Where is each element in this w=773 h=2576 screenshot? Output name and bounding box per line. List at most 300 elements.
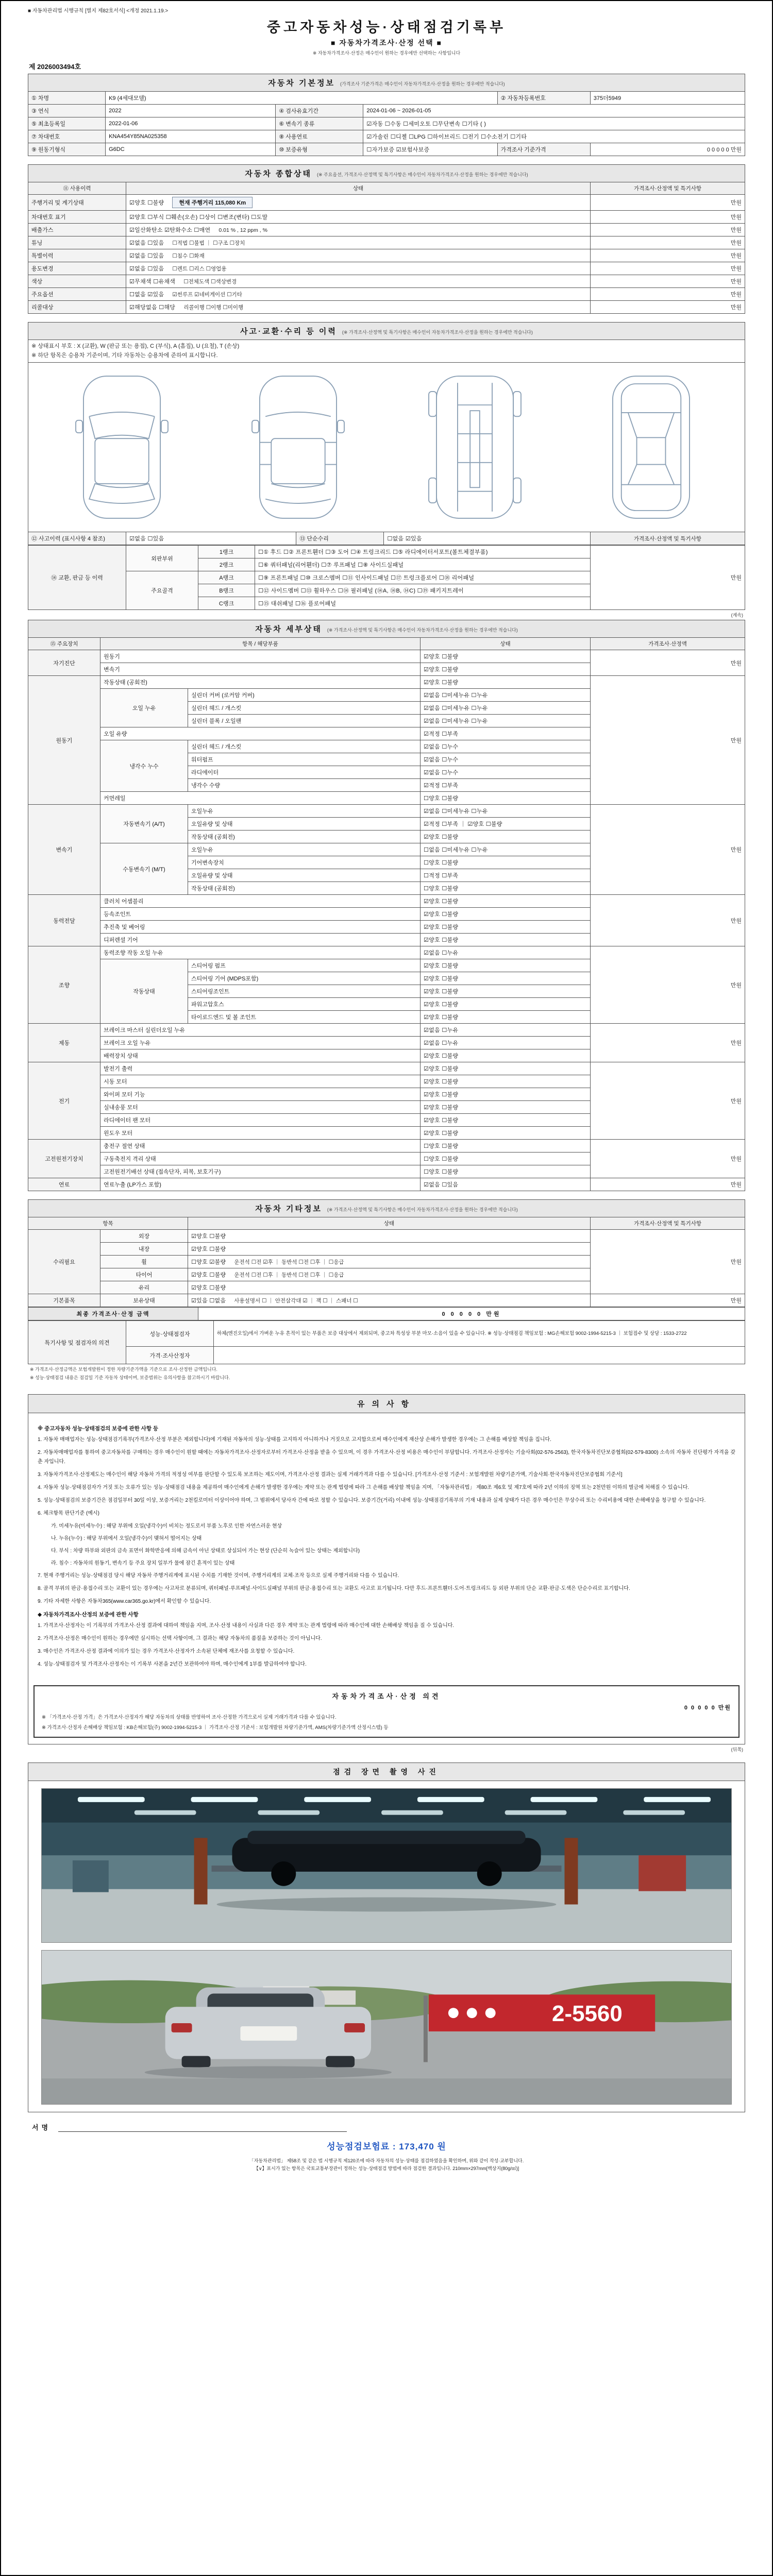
part-state-cell	[420, 843, 590, 856]
transmission-label: ⑥ 변속기 종류	[276, 117, 363, 130]
device-name-cell: 고전원전기장치	[28, 1140, 100, 1178]
part-state-cell	[420, 727, 590, 740]
part-name-cell: 추진축 및 베어링	[100, 921, 421, 934]
notice-section	[28, 1394, 745, 1744]
part-name-cell: 오일 유량	[100, 727, 421, 740]
state-extra-group[interactable]: ☐렌트 ☐리스 ☐영업용	[172, 266, 227, 272]
notice-paragraph: 4. 성능·상태점검자 및 가격조사·산정자는 이 기록부 사본을 2년간 보관하여야 하며, 매수인에게 1부를 발급하여야 합니다.	[38, 1662, 307, 1668]
part-state-cell	[420, 895, 590, 908]
checkbox-group[interactable]: ☑없음 ☐미세누유 ☐누유	[423, 808, 488, 815]
car-name-value: K9 (4세대모델)	[106, 92, 498, 105]
part-state-cell	[420, 1024, 590, 1037]
part-state-cell	[420, 663, 590, 676]
accident-history-checkbox-group[interactable]: ☑없음 ☐있음	[129, 536, 164, 543]
checkbox-group[interactable]: ☑적정 ☐부족 ｜ ☑양호 ☐불량	[423, 821, 502, 828]
col-misc-state: 상태	[188, 1217, 591, 1230]
col-main-device: ⑮ 주요장치	[28, 638, 100, 650]
state-extra-group[interactable]: 0.01 % , 12 ppm , %	[219, 227, 267, 233]
state-extra-group[interactable]: ☐적법 ☐불법 ｜ ☐구조 ☐장치	[172, 240, 245, 246]
engine-type-value: G6DC	[106, 143, 276, 156]
part-name-cell: 변속기	[100, 663, 421, 676]
transmission-checkbox-group[interactable]: ☑자동 ☐수동 ☐세미오토 ☐무단변속 ☐기타 ( )	[366, 121, 486, 127]
document-number: 제 2026003494호	[29, 63, 81, 71]
checkbox-group[interactable]: ☑없음 ☐있음	[423, 1182, 459, 1189]
usage-item-label: 리콜대상	[28, 301, 126, 314]
price-opinion-box	[33, 1685, 740, 1737]
price-cell: 만원	[590, 195, 745, 211]
misc-state-cell	[188, 1230, 591, 1243]
checkbox-group[interactable]: ☑양호 ☐불량	[423, 1002, 459, 1008]
checkbox-group[interactable]: ☑없음 ☐누수	[423, 757, 459, 764]
col-state: 상태	[126, 182, 591, 195]
checkbox-group[interactable]: ☑없음 ☐있음	[129, 266, 164, 272]
footer-legal-lines	[28, 2157, 745, 2173]
insurance-fee	[28, 2139, 745, 2152]
checkbox-group[interactable]: ☑없음 ☐미세누유 ☐누유	[423, 692, 488, 699]
checkbox-group[interactable]: ☑일산화탄소 ☑탄화수소 ☐매연	[129, 227, 211, 233]
fuel-label: ⑧ 사용연료	[276, 130, 363, 143]
part-name-cell: 등속조인트	[100, 908, 421, 921]
usage-state-cell	[126, 301, 591, 314]
checkbox-group[interactable]: ☐⑥ 쿼터패널(리어휀더) ☐⑦ 루프패널 ☐⑧ 사이드실패널	[258, 562, 404, 569]
part-name-cell: 냉각수 수량	[188, 779, 421, 792]
checkbox-group[interactable]: ☑양호 ☐불량	[423, 654, 459, 660]
subgroup-label-cell: 작동상태	[100, 959, 188, 1024]
part-state-cell	[420, 1178, 590, 1191]
checkbox-group[interactable]: ☑양호 ☐불량	[423, 1053, 459, 1060]
checkbox-group[interactable]: ☑양호 ☐불량	[423, 924, 459, 931]
usage-state-cell	[126, 224, 591, 236]
usage-history-row	[28, 275, 745, 288]
detail-section-title: 자동차 세부상태	[255, 625, 322, 634]
part-state-cell	[420, 702, 590, 715]
checkbox-group[interactable]: ☐⑫ 사이드멤버 ☐⑬ 휠하우스 ☐⑭ 필러패널 (⑭A, ⑭B, ⑭C) ☐⑲ 패키지트레이	[258, 588, 464, 595]
notice-paragraph: ※ 중고자동차 성능·상태점검의 보증에 관한 사항 등	[38, 1426, 159, 1432]
part-state-cell	[420, 715, 590, 727]
checkbox-group[interactable]: ☑양호 ☐불량	[129, 200, 164, 206]
part-state-cell	[420, 805, 590, 818]
warranty-checkbox-group[interactable]: ☐자가보증 ☑보험사보증	[366, 147, 430, 153]
price-cell: 만원	[590, 236, 745, 249]
panel-area-cell: 주요골격	[126, 571, 198, 610]
usage-history-row	[28, 236, 745, 249]
misc-column-header	[28, 1217, 745, 1230]
part-name-cell: 실내송풍 모터	[100, 1101, 421, 1114]
checkbox-group[interactable]: ☑양호 ☐불량	[191, 1246, 226, 1253]
misc-section-title: 자동차 기타정보	[255, 1205, 322, 1214]
detail-table-body	[28, 650, 745, 1191]
price-cell: 만원	[590, 1294, 745, 1307]
state-extra-group[interactable]: 사용설명서 ☐ ｜ 안전삼각대 ☑ ｜ 잭 ☐ ｜ 스패너 ☐	[234, 1298, 358, 1304]
part-state-cell	[420, 959, 590, 972]
usage-item-label: 색상	[28, 275, 126, 288]
price-cell: 만원	[590, 1062, 745, 1140]
part-state-cell	[420, 921, 590, 934]
col-misc-item: 항목	[28, 1217, 188, 1230]
checkbox-group[interactable]: ☑양호 ☐불량	[191, 1233, 226, 1240]
signature-line[interactable]	[58, 2121, 347, 2132]
device-name-cell: 자기진단	[28, 650, 100, 676]
state-extra-group[interactable]: ☑썬루프 ☑네비게이션 ☐기타	[172, 292, 242, 298]
accident-history-label: ⑫ 사고이력 (표시사항 4 참조)	[28, 532, 126, 545]
part-state-cell	[420, 946, 590, 959]
signature-row	[28, 2121, 745, 2132]
checkbox-group[interactable]: ☑양호 ☐불량	[423, 1066, 459, 1073]
checkbox-group[interactable]: ☑양호 ☐부식 ☐훼손(오손) ☐상이 ☐변조(변타) ☐도말	[129, 214, 268, 221]
comprehensive-column-header	[28, 182, 745, 195]
accident-history-table	[28, 322, 745, 545]
remarks-table	[28, 1320, 745, 1364]
detail-section-note: (※ 가격조사·산정액 및 특기사항은 매수인이 자동차가격조사·산정을 원하는 경우에만 적습니다)	[327, 628, 518, 633]
usage-state-cell	[126, 262, 591, 275]
price-opinion-title: 자동차가격조사·산정 의견	[332, 1692, 441, 1701]
part-name-cell: 작동상태 (공회전)	[188, 882, 421, 895]
checkbox-group[interactable]: ☐양호 ☐불량	[423, 860, 459, 867]
part-state-cell	[420, 1088, 590, 1101]
first-reg-label: ⑤ 최초등록일	[28, 117, 106, 130]
checkbox-group[interactable]: ☐적정 ☐부족	[423, 873, 459, 879]
part-state-cell	[420, 818, 590, 831]
checkbox-group[interactable]: ☑양호 ☐불량	[423, 899, 459, 905]
state-extra-group[interactable]: 운전석 ☐전 ☑후 ｜ 동반석 ☐전 ☐후 ｜ ☐응급	[234, 1259, 344, 1266]
inspection-period-label: ④ 검사유효기간	[276, 105, 363, 117]
part-state-cell	[420, 779, 590, 792]
part-state-cell	[420, 908, 590, 921]
checkbox-group[interactable]: ☐양호 ☐불량	[423, 1169, 459, 1176]
basic-row-5	[28, 143, 745, 156]
page-title: 중고자동차성능·상태점검기록부	[266, 20, 507, 35]
checkbox-group[interactable]: ☑없음 ☐미세누유 ☐누유	[423, 705, 488, 712]
misc-item-cell: 외장	[100, 1230, 188, 1243]
notice-paragraph: 2. 자동차매매업자를 통하여 중고자동차를 구매하는 경우 매수인이 원할 때에는 자동차가격조사·산정자로부터 가격조사·산정을 받을 수 있으며, 이 경우 가격조사·산정 비용은 매수인이 부담합니다. 가격조사·산정자는 기술사회(02-576-2563), 한국자동차진단보증협회(02-579-8300) 소속의 자동차 진단평가 자격을 갖춘 자입니다.	[38, 1450, 735, 1465]
diagram-legend	[28, 340, 745, 363]
red-sign-text: 2-5560	[552, 2001, 623, 2026]
insurance-fee-value: 173,470 원	[399, 2141, 446, 2151]
remarks-row-inspector	[28, 1321, 745, 1347]
spacer	[28, 1191, 745, 1199]
opinion-line: ※ 「가격조사·산정 가격」은 가격조사·산정자가 해당 자동차의 상태를 반영하여 조사·산정한 가격으로서 실제 거래가격과 다를 수 있습니다.	[42, 1715, 337, 1721]
checkbox-group[interactable]: ☑없음 ☐누유	[423, 1040, 459, 1047]
misc-row	[28, 1294, 745, 1307]
col-price: 가격조사·산정액 및 특기사항	[590, 182, 745, 195]
notice-paragraph: 라. 침수 : 자동차의 원동기, 변속기 등 주요 장치 일부가 물에 잠긴 흔적이 있는 상태	[51, 1561, 235, 1567]
misc-item-cell: 휠	[100, 1256, 188, 1268]
checkbox-group[interactable]: ☑양호 ☐불량	[423, 1130, 459, 1137]
insurance-fee-label: 성능점검보험료 :	[327, 2141, 396, 2151]
part-name-cell: 워터펌프	[188, 753, 421, 766]
part-state-cell	[420, 1062, 590, 1075]
checkbox-group[interactable]: ☐양호 ☐불량	[423, 1156, 459, 1163]
basic-section-title: 자동차 기본정보	[268, 79, 335, 88]
rank-label-cell: C랭크	[198, 597, 255, 610]
basic-info-table	[28, 74, 745, 156]
misc-state-cell	[188, 1294, 591, 1307]
checkbox-group[interactable]: ☐양호 ☐불량	[423, 1143, 459, 1150]
usage-history-row	[28, 262, 745, 275]
state-extra-group[interactable]: ☐전체도색 ☐색상변경	[183, 279, 237, 285]
fuel-checkbox-group[interactable]: ☑가솔린 ☐디젤 ☐LPG ☐하이브리드 ☐전기 ☐수소전기 ☐기타	[366, 134, 527, 140]
rank-parts-cell	[255, 571, 591, 584]
misc-group-cell: 기본품목	[28, 1294, 100, 1307]
checkbox-group[interactable]: ☑양호 ☐불량	[423, 911, 459, 918]
checkbox-group[interactable]: ☑있음 ☐없음	[191, 1298, 226, 1304]
accident-section-title: 사고·교환·수리 등 이력	[240, 327, 337, 336]
subgroup-label-cell: 오일 누유	[100, 689, 188, 727]
price-cell: 만원	[590, 288, 745, 301]
part-name-cell: 실린더 헤드 / 개스킷	[188, 702, 421, 715]
panel-area-cell: 외판부위	[126, 546, 198, 571]
usage-state-cell	[126, 195, 591, 211]
usage-state-cell	[126, 288, 591, 301]
notice-paragraph: 가. 미세누유(미세누수) : 해당 부위에 오일(냉각수)이 비치는 정도로서 부품 노후로 인한 자연스러운 현상	[51, 1523, 282, 1530]
spacer	[28, 1754, 745, 1762]
usage-history-row	[28, 249, 745, 262]
checkbox-group[interactable]: ☑해당없음 ☐해당	[129, 304, 176, 311]
usage-history-row	[28, 211, 745, 224]
price-cell: 만원	[590, 211, 745, 224]
usage-item-label: 특별이력	[28, 249, 126, 262]
price-cell: 만원	[591, 546, 745, 610]
exchange-rank-table	[28, 545, 745, 610]
checkbox-group[interactable]: ☑양호 ☐불량	[423, 1092, 459, 1098]
usage-item-label: 주요옵션	[28, 288, 126, 301]
comprehensive-table	[28, 164, 745, 314]
usage-state-cell	[126, 236, 591, 249]
part-name-cell: 작동상태 (공회전)	[100, 676, 421, 689]
part-name-cell: 커먼레일	[100, 792, 421, 805]
subgroup-label-cell: 수동변속기 (M/T)	[100, 843, 188, 895]
state-extra-group[interactable]: 운전석 ☐전 ☐후 ｜ 동반석 ☐전 ☐후 ｜ ☐응급	[234, 1272, 344, 1279]
checkbox-group[interactable]: ☑양호 ☐불량	[423, 1014, 459, 1021]
comprehensive-section-note: (※ 주요옵션, 가격조사·산정액 및 특기사항은 매수인이 자동차가격조사·산정을 원하는 경우에만 적습니다)	[316, 172, 528, 177]
vehicle-basis-legend: ※ 하단 항목은 승용차 기준이며, 기타 자동차는 승용차에 준하여 표시합니다.	[31, 352, 218, 359]
notice-body	[28, 1413, 745, 1678]
car-diagram-skeleton-top	[598, 370, 704, 524]
checkbox-group[interactable]: ☐없음 ☑있음	[129, 292, 164, 298]
price-opinion-amount: 0 0 0 0 0 만원	[684, 1705, 731, 1711]
usage-item-label: 주행거리 및 계기상태	[28, 195, 126, 211]
misc-state-cell	[188, 1268, 591, 1281]
part-name-cell: 연료누출 (LP가스 포함)	[100, 1178, 421, 1191]
device-name-cell: 변속기	[28, 805, 100, 895]
part-name-cell: 충전구 절연 상태	[100, 1140, 421, 1153]
part-state-cell	[420, 1127, 590, 1140]
notice-paragraph: 7. 현재 주행거리는 성능·상태점검 당시 해당 자동차 주행거리계에 표시된 수치를 기재한 것이며, 주행거리계의 교체·조작 등으로 실제 주행거리와 다를 수 있습니다.	[38, 1573, 399, 1579]
part-name-cell: 와이퍼 모터 기능	[100, 1088, 421, 1101]
part-state-cell	[420, 1153, 590, 1165]
usage-state-cell	[126, 275, 591, 288]
checkbox-group[interactable]: ☐양호 ☐불량	[423, 886, 459, 892]
notice-paragraph: 8. 골격 부위의 판금·용접수리 또는 교환이 있는 경우에는 사고차로 분류되며, 쿼터패널·루프패널·사이드실패널 부위의 판금·용접수리 또는 교환도 사고로 표기됩니다. 다만 후드·프론트휀더·도어·트렁크리드 등 외판 부위의 단순 교환·판금·도색은 단순수리로 표기합니다.	[38, 1586, 630, 1592]
price-cell: 만원	[590, 1230, 745, 1294]
reg-no-value: 375더5949	[590, 92, 745, 105]
part-name-cell: 실린더 커버 (로커암 커버)	[188, 689, 421, 702]
notice-paragraph: 3. 자동차가격조사·산정제도는 매수인이 해당 자동차 가격의 적정성 여부를 판단할 수 있도록 보조하는 제도이며, 가격조사·산정 결과는 실제 거래가격과 다를 수 있습니다. [가격조사·산정 기준서 : 보험개발원 차량기준가액, 기술사회·한국자동차진단보증협회 기준서]	[38, 1472, 623, 1478]
rank-label-cell: B랭크	[198, 584, 255, 597]
state-symbol-legend: ※ 상태표시 부호 : X (교환), W (판금 또는 용접), C (부식), A (흠집), U (요철), T (손상)	[31, 343, 240, 349]
subgroup-label-cell: 냉각수 누수	[100, 740, 188, 792]
accident-price-column-header: 가격조사·산정액 및 특기사항	[590, 532, 745, 545]
checkbox-group[interactable]: ☑없음 ☐누수	[423, 770, 459, 776]
checkbox-group[interactable]: ☑양호 ☐불량	[423, 1079, 459, 1086]
rank-table-body	[28, 546, 745, 610]
part-name-cell: 고전원전기배선 상태 (접속단자, 피복, 보호기구)	[100, 1165, 421, 1178]
rank-label-cell: 2랭크	[198, 558, 255, 571]
appraiser-role-label: 가격·조사산정자	[126, 1347, 214, 1364]
misc-state-cell	[188, 1243, 591, 1256]
basic-row-1	[28, 92, 745, 105]
notice-paragraph: 2. 가격조사·산정은 매수인이 원하는 경우에만 실시하는 선택 사항이며, 그 결과는 해당 자동차의 품질을 보증하는 것이 아닙니다.	[38, 1636, 322, 1642]
device-part-row	[28, 1140, 745, 1153]
part-name-cell: 배력장치 상태	[100, 1049, 421, 1062]
checkbox-group[interactable]: ☑없음 ☐미세누유 ☐누유	[423, 718, 488, 725]
misc-info-table	[28, 1199, 745, 1307]
spacer	[28, 156, 745, 164]
part-name-cell: 윈도우 모터	[100, 1127, 421, 1140]
notice-title: 유의사항	[28, 1395, 745, 1413]
price-cell: 만원	[590, 946, 745, 1024]
car-diagram-underbody-frame	[422, 370, 528, 524]
usage-item-label: 튜닝	[28, 236, 126, 249]
part-name-cell: 작동상태 (공회전)	[188, 831, 421, 843]
inspection-scope-note: ※ 성능·상태점검 내용은 점검일 기준 자동차 상태이며, 보증범위는 유의사항을 참고하시기 바랍니다.	[30, 1375, 230, 1381]
device-name-cell: 원동기	[28, 676, 100, 805]
part-state-cell	[420, 1114, 590, 1127]
checkbox-group[interactable]: ☑없음 ☐있음	[129, 253, 164, 259]
checkbox-group[interactable]: ☑양호 ☐불량	[423, 989, 459, 995]
final-price-row	[28, 1308, 745, 1320]
device-name-cell: 연료	[28, 1178, 100, 1191]
checkbox-group[interactable]: ☑양호 ☐불량	[423, 1117, 459, 1124]
continue-marker: (계속)	[731, 613, 743, 618]
checkbox-group[interactable]: ☑양호 ☐불량	[423, 1105, 459, 1111]
checkbox-group[interactable]: ☑양호 ☐불량	[423, 667, 459, 673]
basic-row-3	[28, 117, 745, 130]
checkbox-group[interactable]: ☑없음 ☐있음	[129, 240, 164, 246]
part-name-cell: 브레이크 오일 누유	[100, 1037, 421, 1049]
checkbox-group[interactable]: ☑적정 ☐부족	[423, 783, 459, 789]
car-diagram-exterior-top-panels	[245, 370, 351, 524]
inspector-remark-text: 하체(엔진오일)에서 가벼운 누유 흔적이 있는 부품은 보증 대상에서 제외되며, 중고차 특성상 부분 마모·소음이 있을 수 있습니다. ※ 성능·상태점검 책임보험 : MG손해보험 9002-1994-5215-3 ｜ 보험접수 및 상담 : 1533-2722	[217, 1330, 687, 1336]
device-name-cell: 조향	[28, 946, 100, 1024]
inspector-role-label: 성능·상태점검자	[126, 1321, 214, 1347]
remarks-header-cell: 특기사항 및 점검자의 의견	[28, 1321, 126, 1364]
price-cell: 만원	[590, 1140, 745, 1178]
usage-item-label: 용도변경	[28, 262, 126, 275]
part-name-cell: 실린더 블록 / 오일팬	[188, 715, 421, 727]
checkbox-group[interactable]: ☐없음 ☐미세누유 ☐누유	[423, 847, 488, 854]
misc-section-header	[28, 1200, 745, 1217]
state-extra-group[interactable]: 리콜이행 ☐이행 ☐미이행	[183, 304, 244, 311]
checkbox-group[interactable]: ☑양호 ☐불량	[423, 834, 459, 841]
part-name-cell: 타이로드엔드 및 볼 조인트	[188, 1011, 421, 1024]
accident-state-row	[28, 532, 745, 545]
price-cell: 만원	[590, 249, 745, 262]
usage-history-row	[28, 195, 745, 211]
price-cell: 만원	[590, 262, 745, 275]
part-name-cell: 디퍼렌셜 기어	[100, 934, 421, 946]
checkbox-group[interactable]: ☐① 후드 ☐② 프론트휀더 ☐③ 도어 ☐④ 트렁크리드 ☐⑤ 라디에이터서포트(볼트체결부품)	[258, 549, 488, 556]
simple-repair-checkbox-group[interactable]: ☐없음 ☑있음	[387, 536, 422, 543]
price-cell: 만원	[590, 650, 745, 676]
checkbox-group[interactable]: ☑무채색 ☐유채색	[129, 279, 176, 285]
checkbox-group[interactable]: ☐⑨ 프론트패널 ☐⑩ 크로스멤버 ☐⑪ 인사이드패널 ☐⑰ 트렁크플로어 ☐⑱ 리어패널	[258, 575, 475, 582]
footer-legal-line-1: 「자동차관리법」 제58조 및 같은 법 시행규칙 제120조에 따라 자동차의 성능·상태를 점검하였음을 확인하며, 위와 같이 작성·교부합니다.	[249, 2158, 524, 2163]
state-extra-group[interactable]: ☐침수 ☐화재	[172, 253, 205, 259]
part-name-cell: 기어변속장치	[188, 856, 421, 869]
col-usage-history: ⑪ 사용이력	[28, 182, 126, 195]
checkbox-group[interactable]: ☑없음 ☐누수	[423, 744, 459, 751]
spacer	[28, 1381, 745, 1392]
checkbox-group[interactable]: ☑양호 ☐불량	[423, 976, 459, 982]
inspection-photo-rear-view	[41, 1950, 732, 2105]
checkbox-group[interactable]: ☑양호 ☐불량	[423, 680, 459, 686]
price-basis-note: ※ 가격조사·산정금액은 보험개발원이 정한 차량기준가액을 기준으로 조사·산정한 금액입니다.	[30, 1367, 217, 1372]
part-name-cell: 오일누유	[188, 843, 421, 856]
comprehensive-table-body	[28, 195, 745, 314]
part-name-cell: 원동기	[100, 650, 421, 663]
reg-no-label: ② 자동차등록번호	[497, 92, 590, 105]
checkbox-group[interactable]: ☐양호 ☑불량	[191, 1259, 226, 1266]
year-label: ③ 연식	[28, 105, 106, 117]
part-name-cell: 스티어링조인트	[188, 985, 421, 998]
part-name-cell: 스티어링 펌프	[188, 959, 421, 972]
usage-item-label: 배출가스	[28, 224, 126, 236]
opinion-box-lines	[42, 1714, 731, 1732]
part-name-cell: 파워고압호스	[188, 998, 421, 1011]
checkbox-group[interactable]: ☐양호 ☐불량	[423, 795, 459, 802]
col-part-state: 상태	[420, 638, 590, 650]
part-name-cell: 라디에이터	[188, 766, 421, 779]
part-state-cell	[420, 1075, 590, 1088]
misc-state-cell	[188, 1281, 591, 1294]
checkbox-group[interactable]: ☐⑮ 대쉬패널 ☐⑯ 플로어패널	[258, 601, 337, 607]
part-name-cell: 구동축전지 격리 상태	[100, 1153, 421, 1165]
current-mileage-value: 현재 주행거리 115,080 Km	[172, 197, 253, 208]
part-state-cell	[420, 985, 590, 998]
opinion-line: ※ 가격조사·산정자 손해배상 책임보험 : KB손해보험(주) 9002-1994-5215-3 ｜ 가격조사·산정 기준서 : 보험개발원 차량기준가액, AMS(차량기준가액 산정시스템) 등	[42, 1724, 389, 1731]
device-name-cell: 전기	[28, 1062, 100, 1140]
col-part-price: 가격조사·산정액	[590, 638, 745, 650]
checkbox-group[interactable]: ☑없음 ☐누유	[423, 1027, 459, 1034]
checkbox-group[interactable]: ☑양호 ☐불량	[423, 937, 459, 944]
price-cell: 만원	[590, 1178, 745, 1191]
part-state-cell	[420, 998, 590, 1011]
usage-state-cell	[126, 211, 591, 224]
notice-paragraph: 1. 가격조사·산정자는 이 기록부의 가격조사·산정 결과에 대하여 책임을 지며, 조사·산정 내용이 사실과 다른 경우 계약 또는 관계 법령에 따라 매수인에 대한 손해배상 책임을 질 수 있습니다.	[38, 1623, 455, 1629]
misc-table-body	[28, 1230, 745, 1307]
checkbox-group[interactable]: ☑양호 ☐불량	[191, 1272, 226, 1279]
checkbox-group[interactable]: ☑적정 ☐부족	[423, 731, 459, 738]
photo-section-title: 점검 장면 촬영 사진	[28, 1762, 745, 1781]
misc-state-cell	[188, 1256, 591, 1268]
notice-paragraph: 5. 성능·상태점검의 보증기간은 점검일부터 30일 이상, 보증거리는 2천킬로미터 이상이어야 하며, 그 범위에서 당사자 간에 따로 정할 수 있습니다. 보증기간(거리) 이내에 성능·상태점검기록부의 기재 내용과 실제 상태가 다른 경우 매수인은 무상수리 또는 수리비용에 대한 손해배상을 청구할 수 있습니다.	[38, 1498, 706, 1504]
detail-state-table	[28, 620, 745, 1191]
part-name-cell: 클러치 어셈블리	[100, 895, 421, 908]
page-subtitle-note: ※ 자동차가격조사·산정은 매수인이 원하는 경우에만 선택하는 사항입니다	[312, 50, 461, 56]
usage-history-row	[28, 224, 745, 236]
part-state-cell	[420, 1140, 590, 1153]
final-price-value: 0 0 0 0 0 만원	[198, 1308, 745, 1320]
notice-paragraph: 9. 기타 자세한 사항은 자동차365(www.car365.go.kr)에서 확인할 수 있습니다.	[38, 1599, 211, 1605]
checkbox-group[interactable]: ☑양호 ☐불량	[423, 963, 459, 970]
usage-state-cell	[126, 249, 591, 262]
checkbox-group[interactable]: ☑없음 ☐누유	[423, 950, 459, 957]
part-name-cell: 오일유량 및 상태	[188, 869, 421, 882]
device-part-row	[28, 650, 745, 663]
device-part-row	[28, 1024, 745, 1037]
checkbox-group[interactable]: ☑양호 ☐불량	[191, 1285, 226, 1292]
